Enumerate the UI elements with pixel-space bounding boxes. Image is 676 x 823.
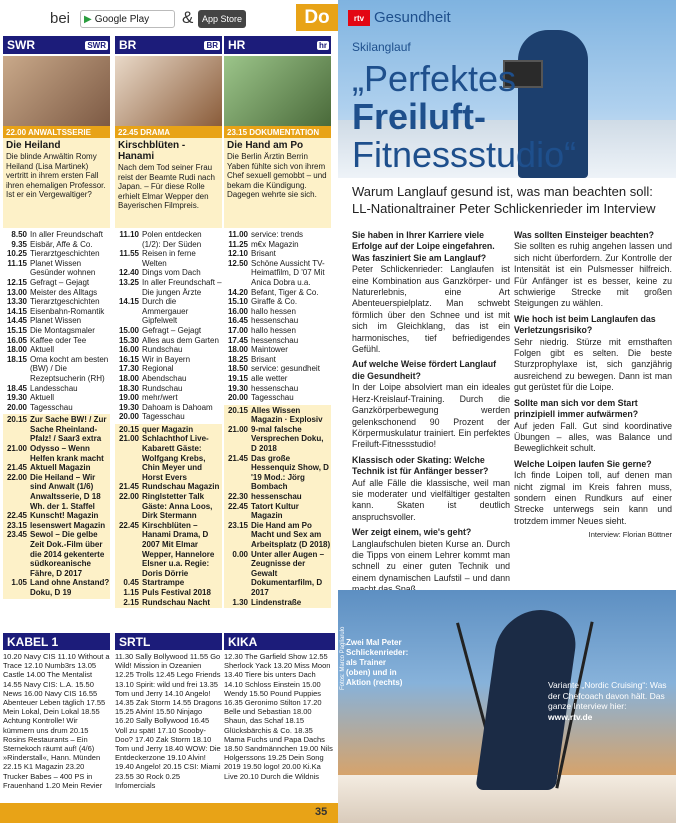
interview-answer: Ich finde Loipen toll, auf denen man nicht zigmal im Kreis fahren muss, sondern einen Rundkurs auf einer Strecke unterwegs sein kann und trotzdem immer Neues sieht. <box>514 470 672 526</box>
hero-photo <box>338 0 676 178</box>
channel-thumbnail <box>224 56 331 126</box>
programme-row <box>224 307 331 317</box>
programme-time: 12.50 <box>227 258 248 268</box>
programme-row <box>3 230 110 240</box>
programme-title: service: trends <box>251 230 304 239</box>
programme-row <box>115 326 222 336</box>
programme-title: hallo hessen <box>251 306 296 316</box>
primetime-row <box>3 530 110 578</box>
interview-answer: Peter Schlickenrieder: Langlaufen ist eine Kombination aus Ganzkörper- und Naturerlebnis, eine Art Abenteuerspielplatz. Man schwebt förmlich über den Schnee und ist mit sich im Gleichklang, das ist ein harmonisches, tief befriedigendes Gefühl. <box>352 264 510 355</box>
programme-title: Puls Festival 2018 <box>142 587 211 597</box>
programme-title: Aktuell <box>30 393 55 403</box>
app-store-badge[interactable]: App Store <box>198 10 246 28</box>
primetime-row <box>115 598 222 608</box>
programme-list <box>3 230 110 412</box>
programme-time: 11.15 <box>7 258 27 268</box>
programme-time: 21.00 <box>6 444 27 454</box>
programme-time: 0.45 <box>123 578 139 588</box>
programme-time: 15.30 <box>118 335 139 345</box>
programme-title: Dahoam is Dahoam <box>142 402 213 412</box>
bei-label: bei <box>50 10 71 27</box>
primetime-row <box>3 444 110 463</box>
programme-time: 12.15 <box>6 277 27 287</box>
programme-title: Rundschau Nacht <box>142 597 211 607</box>
primetime-row <box>3 415 110 444</box>
programme-row <box>224 297 331 307</box>
programme-title: Unter aller Augen – Zeugnisse der Gewalt Dokumentarfilm, D 2017 <box>251 549 325 597</box>
programme-time: 15.10 <box>227 297 248 307</box>
page-footer-bar <box>0 803 338 823</box>
programme-row <box>3 259 110 278</box>
channel-header: BR BR <box>115 36 222 54</box>
primetime-row <box>224 521 331 550</box>
hr-logo: hr <box>319 40 327 50</box>
channel-header: SWR SWR <box>3 36 110 54</box>
programme-row <box>3 326 110 336</box>
article-column-2 <box>514 226 672 541</box>
primetime-row <box>115 425 222 435</box>
programme-row <box>115 268 222 278</box>
tip-title: Die Hand am Po <box>227 140 304 151</box>
srtl-listing: 11.30 Sally Bollywood 11.55 Go Wild! Mission in Ozeanien 12.25 Trolls 12.45 Lego Friends 13.10 Spirit: wild und frei 13.35 Tom und Jerry 14.10 Angelo! 14.35 Zak Storm 14.55 Dragons 15.25 Alvin! 15.50 Ninjago 16.20 Sally Bollywood 16.45 Voll zu spät! 17.10 Scooby-Doo? 17.40 Zak Storm 18.10 Tom und Jerry 18.40 WOW: Die Entdeckerzone 19.10 Alvin! 19.40 Angelo! 20.15 CSI: Miami 23.55 30 Rock 0.25 Infomercials <box>115 652 222 790</box>
play-icon: ▶ <box>84 13 92 25</box>
programme-title: Planet Wissen Gesünder wohnen <box>30 258 96 278</box>
interview-question: Sollte man sich vor dem Start prinzipiell immer aufwärmen? <box>514 397 639 420</box>
programme-list <box>115 230 222 422</box>
programme-time: 21.45 <box>227 453 248 463</box>
programme-time: 18.25 <box>227 354 248 364</box>
programme-row <box>224 259 331 288</box>
primetime-row <box>3 511 110 521</box>
interview-question: Wer zeigt einem, wie's geht? <box>352 527 472 538</box>
programme-row <box>3 240 110 250</box>
programme-title: Brisant <box>251 354 276 364</box>
tip-box <box>224 138 331 228</box>
programme-row <box>3 288 110 298</box>
programme-row <box>224 345 331 355</box>
primetime-row <box>224 550 331 598</box>
interview-answer: Auf alle Fälle die klassische, weil man sie moderater und vielfältiger gestalten kann. Skaten ist deutlich anspruchsvoller. <box>352 477 510 522</box>
programme-time: 18.30 <box>118 383 139 393</box>
interview-answer: In der Loipe absolviert man ein ideales Herz-Kreislauf-Training. Durch die Ganzkörperbewegung werden gelenkschonend 90 Prozent der Körpermuskulatur trainiert. Ein perfektes Freiluft-Fitnessstudio! <box>352 382 510 450</box>
programme-title: In aller Freundschaft – Die jungen Ärzte <box>142 277 222 297</box>
programme-title: Lindenstraße <box>251 597 302 607</box>
programme-time: 13.00 <box>6 287 27 297</box>
tip-text: Nach dem Tod seiner Frau reist der Beamte Rudi nach Japan. – Für diese Rolle erhielt Elmar Wepper den Bayerischen Filmpreis. <box>118 163 215 210</box>
programme-title: Durch die Ammergauer Gipfelwelt <box>142 297 189 326</box>
programme-row <box>3 355 110 384</box>
google-play-badge[interactable]: ▶ Google Play <box>80 10 175 28</box>
primetime-list <box>115 424 222 608</box>
programme-title: service: gesundheit <box>251 364 320 374</box>
programme-time: 20.00 <box>118 412 139 422</box>
programme-row <box>224 249 331 259</box>
programme-row <box>115 374 222 384</box>
primetime-row <box>115 434 222 482</box>
programme-row <box>3 307 110 317</box>
programme-time: 20.00 <box>6 402 27 412</box>
kabel1-listing: 10.20 Navy CIS 11.10 Without a Trace 12.10 Numb3rs 13.05 Castle 14.00 The Mentalist 14.55 Navy CIS: L.A. 15.50 News 16.00 Navy CIS 16.55 Abenteuer Leben täglich 17.55 Mein Lokal, Dein Lokal 18.55 Achtung Kontrolle! Wir kümmern uns drum 20.15 Rosins Restaurants – Ein Sternekoch räumt auf! (4/6) »Rinderstall«, Hann. Münden 22.15 K1 Magazin 23.20 Trucker Babes – 400 PS in Frauenhand 1.20 Mein Revier <box>3 652 110 790</box>
programme-row <box>224 364 331 374</box>
swr-logo: SWR <box>87 40 106 50</box>
programme-title: Wir in Bayern <box>142 354 191 364</box>
programme-title: Schlachthof Live-Kabarett Gäste: Wolfgang Krebs, Chin Meyer und Horst Evers <box>142 434 209 482</box>
programme-time: 18.00 <box>227 345 248 355</box>
programme-row <box>115 355 222 365</box>
tip-box <box>115 138 222 228</box>
programme-time: 19.00 <box>118 393 139 403</box>
rubric: Skilanglauf <box>352 40 411 54</box>
programme-time: 16.45 <box>227 316 248 326</box>
programme-title: Meister des Alltags <box>30 287 98 297</box>
primetime-row <box>3 473 110 511</box>
programme-title: hallo hessen <box>251 325 296 335</box>
programme-time: 11.55 <box>119 249 139 259</box>
programme-time: 19.15 <box>227 373 248 383</box>
programme-time: 21.00 <box>227 424 248 434</box>
tip-text: Die Berlin Ärztin Berrin Yaben fühlte sich von ihrem Chef sexuell gemobbt – und bekam die Kündigung. Dagegen wehrte sie sich. <box>227 152 327 199</box>
health-article <box>338 0 676 823</box>
kika-listing: 12.30 The Garfield Show 12.55 Sherlock Yack 13.20 Miss Moon 13.40 Tiere bis unters Dach 14.10 Schloss Einstein 15.00 Wendy 15.50 Pound Puppies 16.35 Geronimo Stilton 17.20 Belle und Sebastian 18.00 Shaun, das Schaf 18.15 Glücksbärchis & Co. 18.35 Mama Fuchs und Papa Dachs 18.50 Sandmännchen 19.00 Nils Holgerssons 19.25 Dein Song 2019 19.50 logo! 20.00 Ki.Ka Live 20.10 Durch die Wildnis <box>224 652 333 781</box>
programme-row <box>3 336 110 346</box>
programme-title: Kirschblüten – Hanami Drama, D 2007 Mit Elmar Wepper, Hannelore Elsner u.a. Regie: Doris Dörrie <box>142 520 215 578</box>
programme-row <box>3 393 110 403</box>
programme-row <box>115 249 222 268</box>
programme-time: 16.00 <box>118 345 139 355</box>
primetime-row <box>115 578 222 588</box>
programme-title: Schöne Aussicht TV-Heimatfilm, D '07 Mit Anica Dobra u.a. <box>251 258 325 287</box>
programme-row <box>3 249 110 259</box>
programme-title: Die Montagsmaler <box>30 325 95 335</box>
programme-row <box>115 345 222 355</box>
programme-time: 23.15 <box>227 520 248 530</box>
programme-time: 17.30 <box>118 364 139 374</box>
programme-time: 13.25 <box>118 277 139 287</box>
programme-title: Dings vom Dach <box>142 268 201 278</box>
programme-time: 22.30 <box>227 492 248 502</box>
channel-column-br <box>115 36 222 608</box>
programme-title: hessenschau <box>251 316 299 326</box>
tip-bar: 22.45 DRAMA <box>115 126 222 138</box>
channel-column-swr <box>3 36 110 599</box>
programme-time: 10.25 <box>6 249 27 259</box>
programme-time: 18.45 <box>6 383 27 393</box>
programme-row <box>224 336 331 346</box>
programme-time: 8.50 <box>11 230 27 239</box>
programme-title: mehr/wert <box>142 393 178 403</box>
programme-title: Tatort Kultur Magazin <box>251 501 299 521</box>
programme-title: In aller Freundschaft <box>30 230 103 239</box>
programme-time: 2.15 <box>123 597 139 607</box>
programme-time: 20.15 <box>227 405 248 415</box>
programme-title: Odysso – Wenn Helfen krank macht <box>30 444 104 463</box>
programme-time: 19.30 <box>227 383 248 393</box>
programme-title: Die Hand am Po Macht und Sex am Arbeitsplatz (D 2018) <box>251 520 331 549</box>
programme-title: m€x Magazin <box>251 239 299 249</box>
programme-title: hessenschau <box>251 383 299 393</box>
programme-title: Tagesschau <box>142 412 185 422</box>
primetime-row <box>224 598 331 608</box>
primetime-list <box>3 414 110 598</box>
programme-time: 1.15 <box>123 587 139 597</box>
programme-title: Landesschau <box>30 383 78 393</box>
primetime-row <box>3 578 110 597</box>
programme-row <box>115 336 222 346</box>
programme-title: hessenschau <box>251 492 302 502</box>
programme-row <box>115 393 222 403</box>
programme-row <box>3 278 110 288</box>
programme-time: 11.00 <box>228 230 248 239</box>
programme-time: 17.45 <box>227 335 248 345</box>
programme-title: Sewol – Die gelbe Zeit Dok.-Film über die 2014 gekenterte südkoreanische Fähre, D 2017 <box>30 530 105 578</box>
interview-answer: Sie sollten es ruhig angehen lassen und sich nicht überfordern. Zur Kontrolle der Intensität ist ein Pulsmesser hilfreich. Für Anfänger ist es besser, keine zu schwierige Strecke mit großen Steigungen zu wählen. <box>514 241 672 309</box>
programme-title: Abendschau <box>142 373 187 383</box>
programme-title: Land ohne Anstand? Doku, D 19 <box>30 578 110 597</box>
programme-row <box>224 326 331 336</box>
programme-list <box>224 230 331 403</box>
programme-row <box>3 345 110 355</box>
programme-title: Oma kocht am besten (BW) / Die Rezeptsucherin (RH) <box>30 354 109 383</box>
programme-time: 19.30 <box>6 393 27 403</box>
programme-title: Rundschau <box>142 345 183 355</box>
programme-title: Ringlstetter Talk Gäste: Anna Loos, Dirk Stermann <box>142 492 213 521</box>
tip-text: Die blinde Anwältin Romy Heiland (Lisa Martinek) vertritt in ihrem ersten Fall ihren ehemaligen Professor. Ist er ein Vergewaltiger? <box>6 152 106 199</box>
programme-row <box>224 374 331 384</box>
programme-title: Maintower <box>251 345 288 355</box>
primetime-row <box>3 521 110 531</box>
programme-row <box>3 316 110 326</box>
kabel1-header: KABEL 1 <box>3 633 110 650</box>
programme-title: Rundschau Magazin <box>142 482 220 492</box>
programme-title: Giraffe & Co. <box>251 297 298 307</box>
programme-row <box>224 240 331 250</box>
programme-time: 16.15 <box>118 354 139 364</box>
programme-title: Das große Hessenquiz Show, D '19 Mod.: Jörg Bombach <box>251 453 329 492</box>
kika-header: KIKA <box>224 633 335 650</box>
tip-title: Kirschblüten - Hanami <box>118 140 186 162</box>
channel-thumbnail <box>3 56 110 126</box>
photo-caption: Zwei Mal Peter Schlickenrieder: als Trainer (oben) und in Aktion (rechts) <box>346 638 409 687</box>
programme-time: 14.15 <box>6 306 27 316</box>
programme-title: Tierarztgeschichten <box>30 249 100 259</box>
tip-bar: 22.00 ANWALTSSERIE <box>3 126 110 138</box>
interview-question: Auf welche Weise fördert Langlauf die Gesundheit? <box>352 359 497 381</box>
channel-thumbnail <box>115 56 222 126</box>
programme-row <box>224 230 331 240</box>
programme-title: hessenschau <box>251 335 299 345</box>
interview-question: Was sollten Einsteiger beachten? <box>514 230 654 240</box>
programme-time: 15.15 <box>6 325 27 335</box>
programme-time: 16.05 <box>6 335 27 345</box>
programme-title: quer Magazin <box>142 424 194 434</box>
programme-time: 18.00 <box>6 345 27 355</box>
day-badge: Do <box>296 4 338 31</box>
programme-time: 12.40 <box>118 268 139 278</box>
srtl-header: SRTL <box>115 633 222 650</box>
programme-title: Aktuell <box>30 345 55 355</box>
programme-title: Brisant <box>251 249 276 259</box>
programme-time: 19.30 <box>118 402 139 412</box>
br-logo: BR <box>206 40 218 50</box>
primetime-list <box>224 405 331 608</box>
programme-time: 9.35 <box>11 239 27 249</box>
programme-time: 18.15 <box>6 354 27 364</box>
programme-row <box>115 278 222 297</box>
programme-title: Alles Wissen Magazin · Explosiv <box>251 405 323 425</box>
interview-question: Klassisch oder Skating: Welche Technik ist für Anfänger besser? <box>352 454 489 477</box>
programme-time: 11.25 <box>228 239 248 249</box>
programme-time: 22.45 <box>118 520 139 530</box>
programme-time: 14.45 <box>6 316 27 326</box>
primetime-row <box>115 492 222 521</box>
programme-title: alle wetter <box>251 373 288 383</box>
programme-title: Alles aus dem Garten <box>142 335 219 345</box>
primetime-row <box>3 463 110 473</box>
programme-time: 12.10 <box>227 249 248 259</box>
programme-time: 21.45 <box>118 482 139 492</box>
programme-row <box>115 297 222 326</box>
programme-row <box>224 288 331 298</box>
primetime-row <box>115 482 222 492</box>
rtv-link[interactable]: www.rtv.de <box>548 711 593 722</box>
programme-row <box>115 412 222 422</box>
programme-title: Kaffee oder Tee <box>30 335 87 345</box>
section-label: Gesundheit <box>374 9 451 26</box>
programme-time: 1.30 <box>232 597 248 607</box>
programme-row <box>115 230 222 249</box>
tip-bar: 23.15 DOKUMENTATION <box>224 126 331 138</box>
programme-row <box>115 384 222 394</box>
headline: „Perfektes Freiluft- Fitnessstudio“ <box>352 58 577 175</box>
primetime-row <box>224 502 331 521</box>
programme-time: 20.15 <box>118 424 139 434</box>
programme-row <box>224 384 331 394</box>
programme-row <box>115 403 222 413</box>
primetime-row <box>224 454 331 492</box>
programme-title: Die Heiland – Wir sind Anwalt (1/6) Anwaltsserie, D 18 Wh. der 1. Staffel <box>30 472 101 511</box>
programme-title: Rundschau <box>142 383 183 393</box>
primetime-row <box>115 588 222 598</box>
programme-row <box>224 393 331 403</box>
primetime-row <box>115 521 222 579</box>
programme-title: Eisenbahn-Romantik <box>30 306 105 316</box>
interview-question: Wie hoch ist beim Langlaufen das Verletzungsrisiko? <box>514 313 656 336</box>
channel-column-hr <box>224 36 331 608</box>
programme-row <box>224 316 331 326</box>
programme-time: 14.15 <box>118 297 139 307</box>
programme-title: Polen entdecken (1/2): Der Süden <box>142 230 202 249</box>
tip-title: Die Heiland <box>6 140 61 151</box>
programme-time: 16.00 <box>227 306 248 316</box>
channel-header: HR hr <box>224 36 331 54</box>
programme-title: Kunscht! Magazin <box>30 511 99 521</box>
programme-title: Tagesschau <box>30 402 73 412</box>
programme-time: 11.10 <box>119 230 139 239</box>
interview-answer: Auf jeden Fall. Gut sind koordinative Übungen – alles, was Balance und Beweglichkeit schult. <box>514 420 672 454</box>
programme-time: 22.45 <box>227 501 248 511</box>
programme-time: 22.45 <box>6 511 27 521</box>
action-photo <box>338 590 676 823</box>
programme-row <box>3 384 110 394</box>
article-column-1 <box>352 226 510 596</box>
tip-box <box>3 138 110 228</box>
programme-time: 18.00 <box>118 373 139 383</box>
programme-title: Planet Wissen <box>30 316 82 326</box>
ampersand: & <box>182 8 194 27</box>
programme-title: Reisen in ferne Welten <box>142 249 196 268</box>
programme-time: 23.15 <box>6 520 27 530</box>
programme-title: Zur Sache BW! / Zur Sache Rheinland-Pfalz! / Saar3 extra <box>30 415 107 444</box>
interview-question: Welche Loipen laufen Sie gerne? <box>514 458 652 469</box>
primetime-row <box>224 425 331 454</box>
programme-time: 21.45 <box>6 463 27 473</box>
interview-answer: Sehr niedrig. Stürze mit ernsthaften Folgen gibt es selten. Die beste Sturzprophylaxe ist, sich ganzjährig ausreichend zu bewegen. Dann ist man gut gerüstet für die Loipe. <box>514 336 672 393</box>
programme-title: Gefragt – Gejagt <box>142 325 202 335</box>
programme-title: lesenswert Magazin <box>30 520 106 530</box>
programme-time: 15.00 <box>118 325 139 335</box>
programme-row <box>3 403 110 413</box>
article-deck: Warum Langlauf gesund ist, was man beachten soll: LL-Nationaltrainer Peter Schlickenrieder im Interview <box>352 184 656 216</box>
interview-answer: Langlaufschulen bieten Kurse an. Durch die Tipps von einem Lehrer kommt man schnell zu einer guten Technik und einem dynamischen Laufstil – und dann <box>352 538 510 583</box>
programme-row <box>3 297 110 307</box>
programme-title: Befant, Tiger & Co. <box>251 287 319 297</box>
programme-title: Startrampe <box>142 578 185 588</box>
interview-question: Sie haben in Ihrer Karriere viele Erfolge auf der Loipe eingefahren. Was fasziniert Sie am Langlauf? <box>352 230 495 263</box>
programme-row <box>115 364 222 374</box>
primetime-row <box>224 492 331 502</box>
programme-time: 1.05 <box>11 578 27 588</box>
rtv-logo: rtv <box>348 10 370 26</box>
programme-title: Gefragt – Gejagt <box>30 277 90 287</box>
programme-time: 20.15 <box>6 415 27 425</box>
primetime-row <box>224 406 331 425</box>
page-number: 35 <box>315 806 328 818</box>
programme-time: 20.00 <box>227 393 248 403</box>
photo-credit: Fotos: Marco Pagliarulo <box>340 626 346 690</box>
programme-time: 14.20 <box>227 287 248 297</box>
programme-title: Aktuell Magazin <box>30 463 91 473</box>
programme-title: Eisbär, Affe & Co. <box>30 239 93 249</box>
programme-title: Tierarztgeschichten <box>30 297 100 307</box>
programme-time: 21.00 <box>118 434 139 444</box>
programme-title: Regional <box>142 364 174 374</box>
programme-time: 18.50 <box>227 364 248 374</box>
interview-credit: Interview: Florian Büttner <box>588 530 672 540</box>
programme-title: 9-mal falsche Versprechen Doku, D 2018 <box>251 424 324 454</box>
programme-row <box>224 355 331 365</box>
programme-time: 0.00 <box>232 549 248 559</box>
programme-time: 22.00 <box>118 492 139 502</box>
programme-time: 13.30 <box>6 297 27 307</box>
programme-time: 22.00 <box>6 472 27 482</box>
programme-time: 23.45 <box>6 530 27 540</box>
programme-title: Tagesschau <box>251 393 294 403</box>
programme-time: 17.00 <box>227 325 248 335</box>
top-bar <box>0 0 338 34</box>
variant-note: Variante „Nordic Cruising“: Was der Chefcoach davon hält. Das ganze Interview hier: www.rtv.de <box>548 680 667 722</box>
